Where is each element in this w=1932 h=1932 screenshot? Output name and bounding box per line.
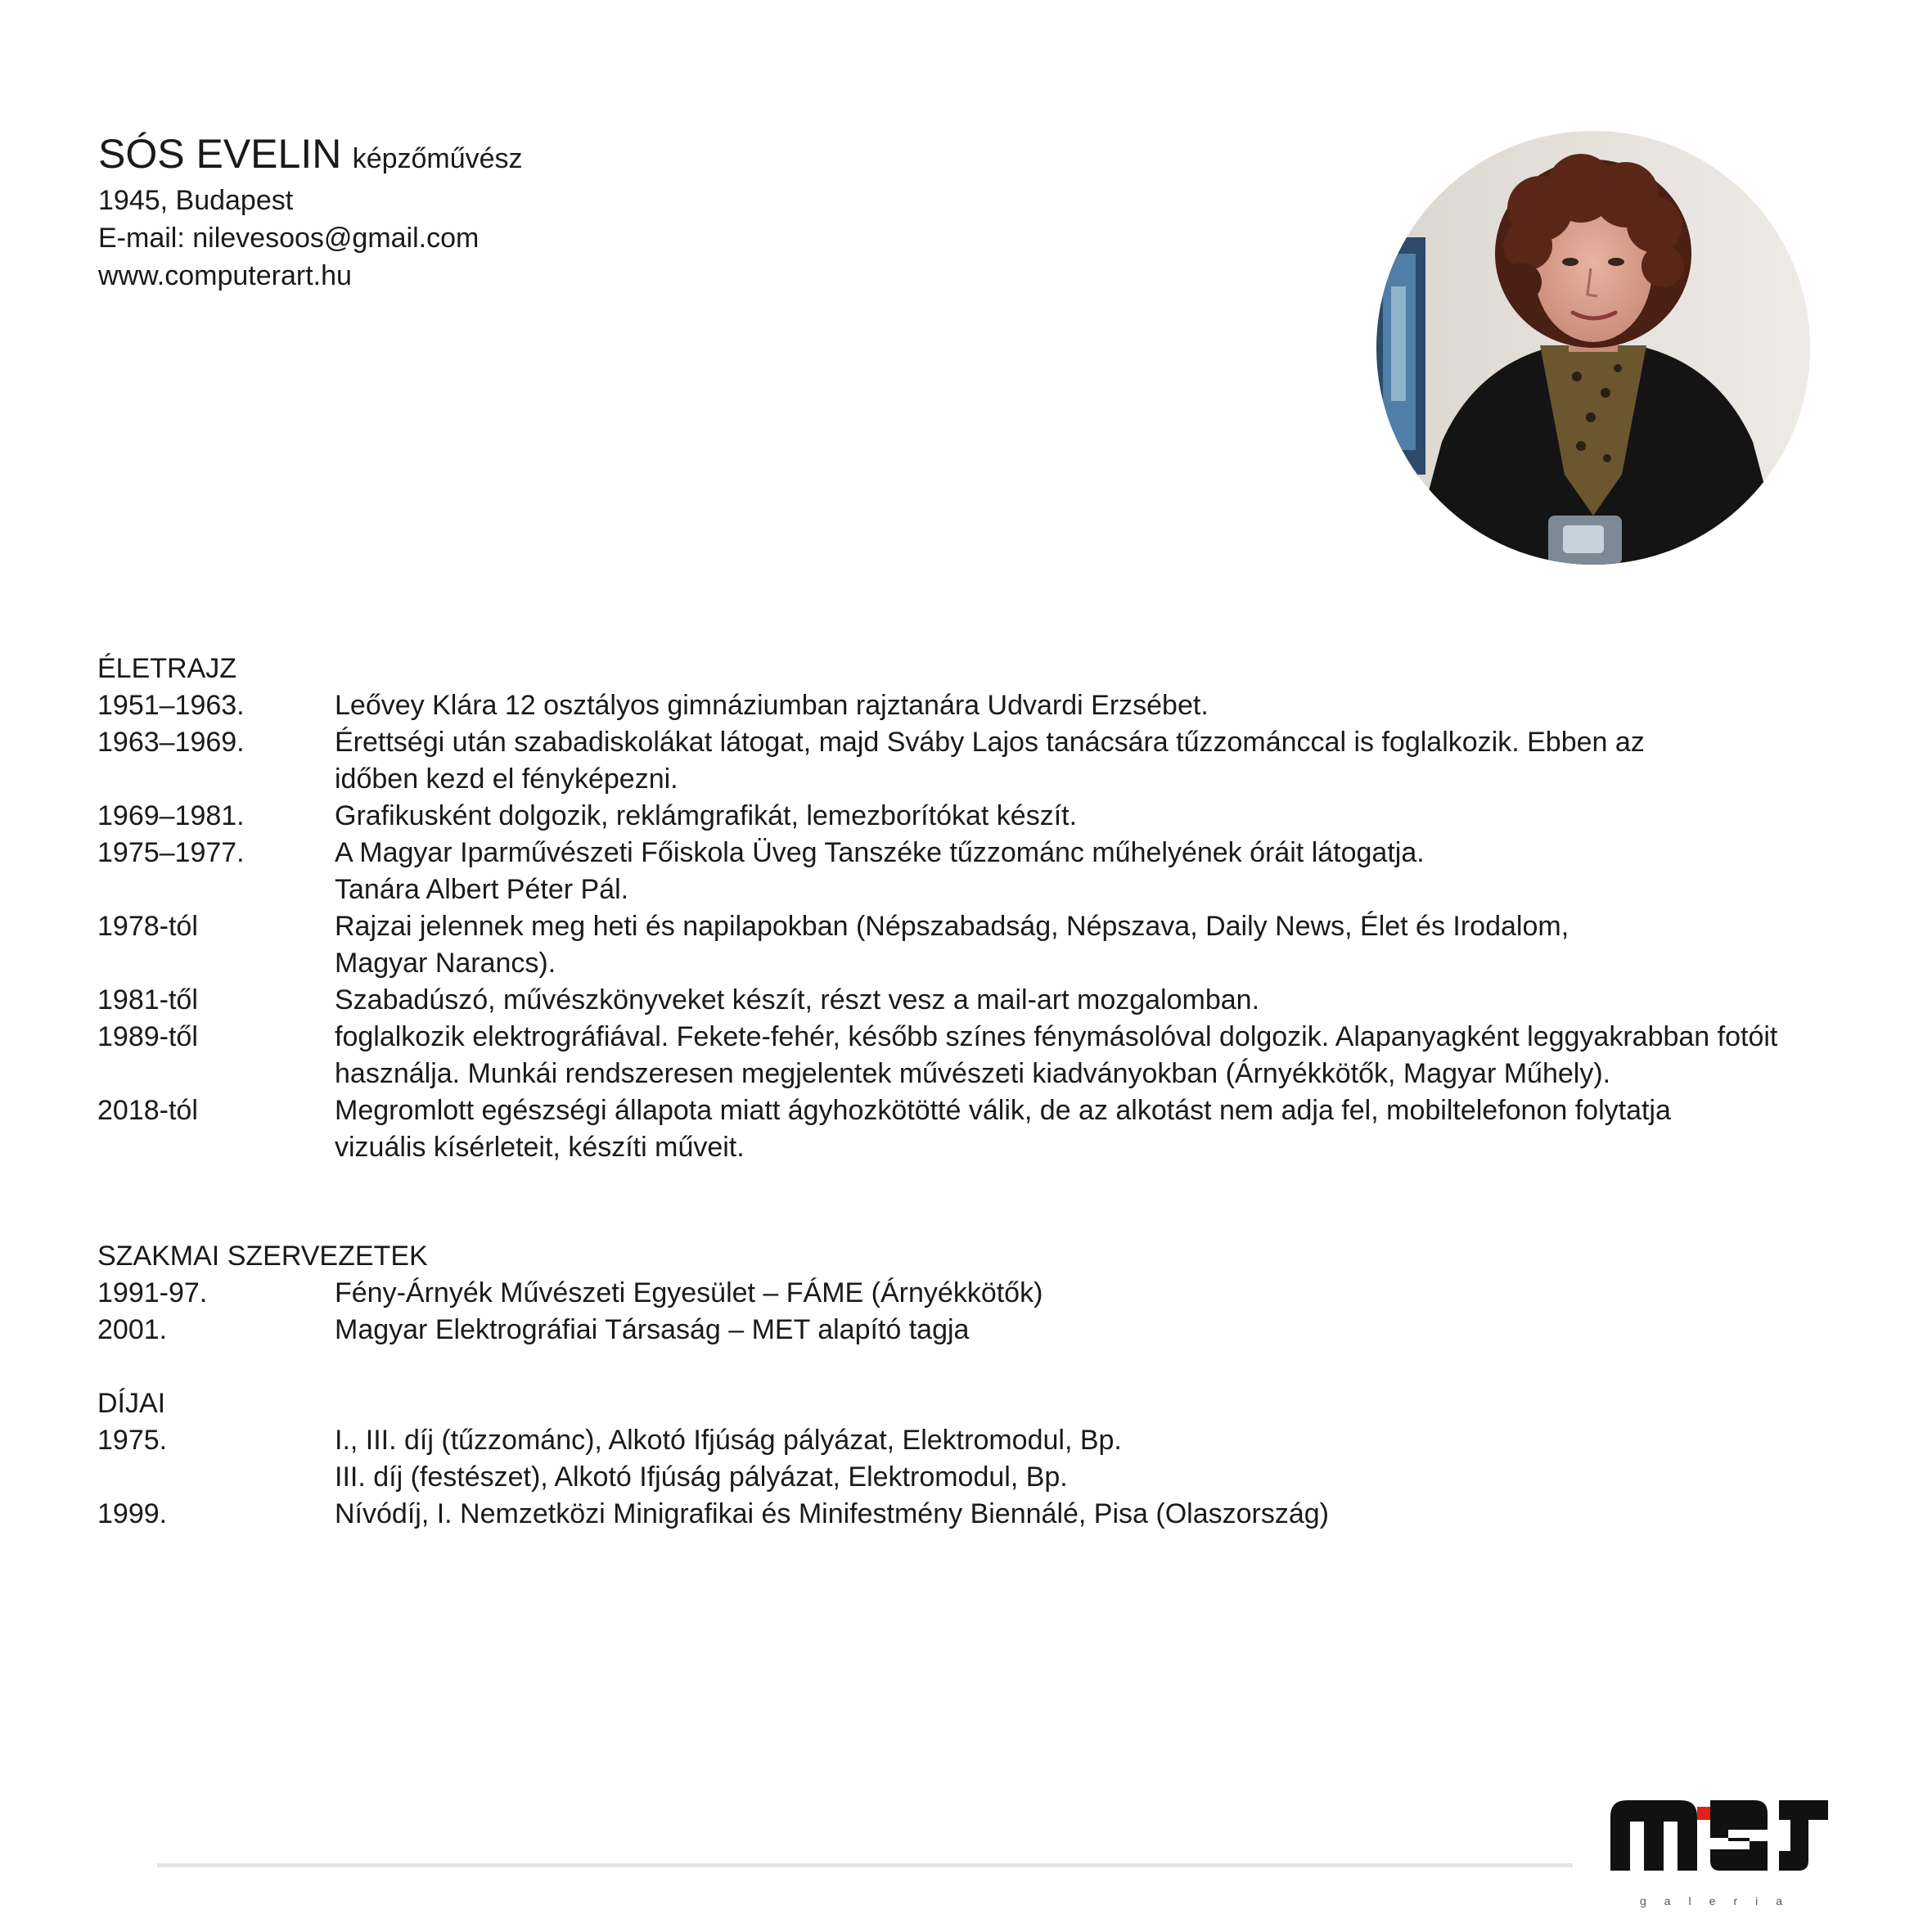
bio-entry	[97, 1092, 1832, 1166]
entry-text	[335, 1422, 1832, 1496]
entry-year: 1981-től	[97, 984, 198, 1016]
entry-text	[335, 1092, 1832, 1166]
entry-line: A Magyar Iparművészeti Főiskola Üveg Tanszéke tűzzománc műhelyének óráit látogatja.	[335, 837, 1425, 868]
awards-section	[97, 1385, 1832, 1533]
entry-line: vizuális kísérleteit, készíti műveit.	[335, 1132, 745, 1163]
entry-year: 2018-tól	[97, 1095, 198, 1126]
award-entry	[97, 1422, 1832, 1496]
artist-header	[98, 131, 523, 295]
entry-text	[335, 982, 1832, 1019]
entry-line: Magyar Elektrográfiai Társaság – MET alapító tagja	[335, 1314, 970, 1345]
entry-year: 1963–1969.	[97, 727, 245, 758]
bio-entry	[97, 835, 1832, 908]
entry-text	[335, 798, 1832, 835]
entry-line: I., III. díj (tűzzománc), Alkotó Ifjúság pályázat, Elektromodul, Bp.	[335, 1425, 1122, 1456]
artist-role: képzőművész	[352, 143, 523, 174]
bio-entry	[97, 982, 1832, 1019]
entry-line: Nívódíj, I. Nemzetközi Minigrafikai és Minifestmény Biennálé, Pisa (Olaszország)	[335, 1498, 1329, 1529]
entry-line: Érettségi után szabadiskolákat látogat, majd Sváby Lajos tanácsára tűzzománccal is foglalkozik. Ebben az	[335, 727, 1645, 758]
org-entry	[97, 1312, 1832, 1349]
entry-line: Grafikusként dolgozik, reklámgrafikát, lemezborítókat készít.	[335, 800, 1078, 831]
entry-year: 1989-től	[97, 1021, 198, 1052]
email-link[interactable]: nilevesoos@gmail.com	[192, 223, 480, 254]
portrait-photo	[1376, 131, 1810, 565]
entry-line: Megromlott egészségi állapota miatt ágyhozkötötté válik, de az alkotást nem adja fel, mobiltelefonon folytatja	[335, 1095, 1671, 1126]
section-title: SZAKMAI SZERVEZETEK	[97, 1241, 428, 1272]
entry-text	[335, 1019, 1832, 1092]
entry-year: 1975.	[97, 1425, 168, 1456]
entry-line: Rajzai jelennek meg heti és napilapokban (Népszabadság, Népszava, Daily News, Élet és Irodalom,	[335, 911, 1569, 942]
entry-line: Fény-Árnyék Művészeti Egyesület – FÁME (Árnyékkötők)	[335, 1277, 1043, 1308]
award-entry	[97, 1496, 1832, 1533]
bio-entry	[97, 1019, 1832, 1092]
entry-text	[335, 1312, 1832, 1349]
met-galeria-logo	[1605, 1782, 1835, 1915]
entry-text	[335, 724, 1832, 798]
entry-text	[335, 1275, 1832, 1312]
entry-line: Szabadúszó, művészkönyveket készít, részt vesz a mail-art mozgalomban.	[335, 984, 1260, 1016]
bio-entry	[97, 724, 1832, 798]
entry-line: használja. Munkái rendszeresen megjelentek művészeti kiadványokban (Árnyékkötők, Magyar Műhely).	[335, 1058, 1611, 1089]
entry-line: Leővey Klára 12 osztályos gimnáziumban rajztanára Udvardi Erzsébet.	[335, 690, 1209, 721]
birth-info: 1945, Budapest	[98, 185, 294, 216]
entry-line: foglalkozik elektrográfiával. Fekete-fehér, később színes fénymásolóval dolgozik. Alapanyagként leggyakrabban fotóit	[335, 1021, 1778, 1052]
email-label: E-mail:	[98, 223, 185, 254]
entry-year: 1991-97.	[97, 1277, 208, 1308]
entry-year: 1975–1977.	[97, 837, 245, 868]
entry-year: 1978-tól	[97, 911, 198, 942]
biography-section	[97, 651, 1832, 1166]
entry-text	[335, 687, 1832, 724]
bio-entry	[97, 687, 1832, 724]
email-line	[98, 219, 523, 257]
entry-line: időben kezd el fényképezni.	[335, 763, 678, 795]
entry-year: 2001.	[97, 1314, 168, 1345]
entry-line: Tanára Albert Péter Pál.	[335, 874, 629, 905]
section-title: ÉLETRAJZ	[97, 653, 237, 684]
svg-text:galeria: galeria	[1639, 1894, 1801, 1907]
org-entry	[97, 1275, 1832, 1312]
bio-entry	[97, 798, 1832, 835]
entry-line: Magyar Narancs).	[335, 948, 556, 979]
entry-text	[335, 835, 1832, 908]
entry-year: 1969–1981.	[97, 800, 245, 831]
entry-text	[335, 1496, 1832, 1533]
entry-year: 1951–1963.	[97, 690, 245, 721]
bio-entry	[97, 908, 1832, 982]
name-line	[98, 131, 523, 182]
entry-year: 1999.	[97, 1498, 168, 1529]
entry-line: III. díj (festészet), Alkotó Ifjúság pályázat, Elektromodul, Bp.	[335, 1461, 1068, 1493]
website-link[interactable]: www.computerart.hu	[98, 260, 352, 291]
artist-name: SÓS EVELIN	[98, 131, 342, 177]
section-title: DÍJAI	[97, 1388, 166, 1419]
footer-divider	[157, 1863, 1573, 1867]
organizations-section	[97, 1238, 1832, 1349]
entry-text	[335, 908, 1832, 982]
